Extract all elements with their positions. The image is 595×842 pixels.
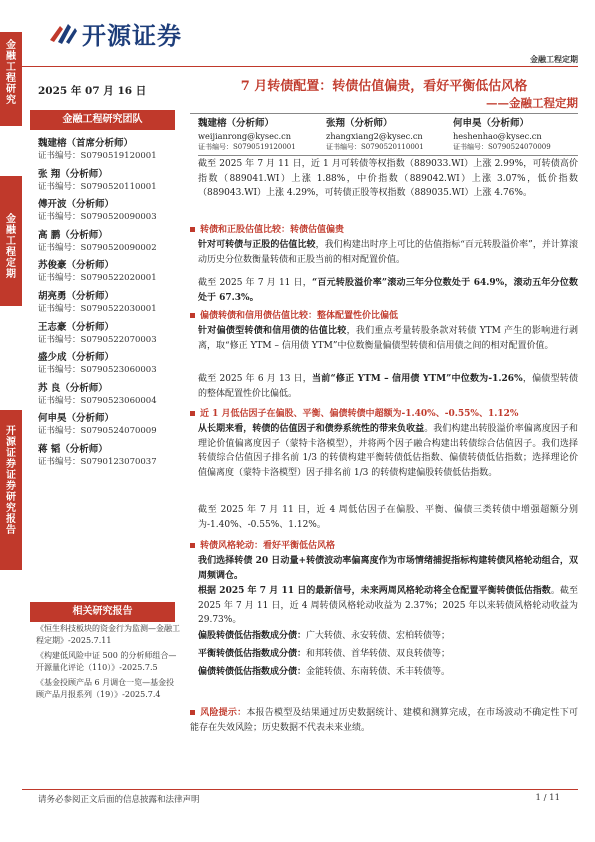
title-rule — [190, 113, 578, 114]
author-card — [326, 118, 424, 153]
bullet-icon — [190, 411, 195, 416]
header-rule — [22, 66, 578, 67]
analyst-entry — [38, 291, 178, 322]
bold-result: “百元转股溢价率”滚动三年分位数处于 64.9%，滚动五年分位数处于 67.3%。 — [198, 278, 578, 303]
author-rule — [198, 155, 578, 156]
section-heading-text: 转债和正股估值比较：转债估值偏贵 — [200, 225, 345, 235]
section-heading — [190, 224, 578, 237]
analyst-name: 魏建榕（首席分析师） — [38, 138, 134, 149]
author-email[interactable]: weijianrong@kysec.cn — [198, 131, 292, 141]
risk-label: 风险提示： — [200, 708, 247, 718]
analyst-cert: 证书编号：S0790520090003 — [38, 212, 157, 223]
paragraph-text: 。截至 2025 年 7 月 11 日，近 4 周转债风格轮动收益为 2.37%；2025 年以来转债风格轮动收益为 29.73%。 — [198, 586, 578, 625]
company-logo — [48, 14, 228, 50]
section3-p1 — [198, 422, 578, 480]
related-report-item[interactable]: 《构建低风险中证 500 的分析师组合—开源量化评论（110）》-2025.7.5 — [36, 651, 177, 672]
analyst-cert: 证书编号：S0790522030001 — [38, 303, 157, 314]
footer-disclaimer[interactable]: 请务必参阅正文后面的信息披露和法律声明 — [38, 795, 200, 805]
analyst-name: 胡亮勇（分析师） — [38, 290, 115, 302]
component-label: 偏债转债低估指数成分债： — [198, 667, 307, 677]
analyst-entry — [38, 444, 178, 475]
logo-mark-icon — [48, 18, 78, 46]
bold-result: 当前“修正 YTM – 信用债 YTM”中位数为-1.26% — [311, 374, 523, 384]
analyst-entry — [38, 169, 178, 200]
header-series-label: 金融工程定期 — [530, 54, 578, 64]
report-subtitle: ——金融工程定期 — [486, 96, 578, 110]
author-cert: 证书编号：S0790524070009 — [453, 143, 551, 151]
section1-p2 — [198, 276, 578, 305]
analyst-entry — [38, 138, 178, 169]
author-email[interactable]: zhangxiang2@kysec.cn — [326, 131, 423, 141]
section3-p2: 截至 2025 年 7 月 11 日，近 4 周低估因子在偏股、平衡、偏债三类转债中增强超额分别为-1.40%、-0.55%、1.12%。 — [198, 505, 578, 530]
analyst-entry — [38, 383, 178, 414]
section2-p1 — [198, 324, 578, 353]
bold-lead: 从长期来看，转债的估值因子和债券系统性的带来负收益 — [198, 424, 425, 434]
analyst-cert: 证书编号：S0790123070037 — [38, 456, 157, 467]
bold-lead: 针对可转债与正股的估值比较 — [198, 240, 316, 250]
analyst-cert: 证书编号：S0790519120001 — [38, 151, 157, 161]
analyst-name: 苏 良（分析师） — [38, 382, 108, 394]
analyst-name: 王志豪（分析师） — [38, 321, 115, 333]
analyst-cert: 证书编号：S0790520110001 — [38, 181, 157, 192]
paragraph-text: ，我们构建出时序上可比的估值指标“百元转股溢价率”，并计算滚动历史分位数衡量转债和正股当前的相对配置价值。 — [198, 240, 578, 265]
analyst-cert: 证书编号：S0790523060004 — [38, 395, 157, 406]
section-heading-text: 近 1 月低估因子在偏股、平衡、偏债转债中超额为-1.40%、-0.55%、1.12% — [200, 409, 519, 419]
analyst-name: 高 鹏（分析师） — [38, 229, 108, 241]
related-report-item[interactable]: 《基金投顾产品 6 月调仓一览—基金投顾产品月报系列（19）》-2025.7.4 — [36, 678, 175, 699]
paragraph-text: 截至 2025 年 7 月 11 日， — [198, 278, 312, 288]
section-heading-text: 偏债转债和信用债估值比较：整体配置性价比偏低 — [200, 311, 399, 321]
report-date: 2025 年 07 月 16 日 — [38, 85, 147, 97]
component-value: 金能转债、东南转债、禾丰转债等。 — [306, 667, 451, 677]
team-box-title: 金融工程研究团队 — [30, 110, 175, 130]
related-box-title: 相关研究报告 — [30, 602, 175, 622]
analyst-name: 何申昊（分析师） — [38, 413, 115, 425]
author-name: 何申昊（分析师） — [453, 118, 530, 129]
section-heading — [190, 310, 578, 323]
bullet-icon — [190, 543, 195, 548]
paragraph-text: ，我们重点考量转股条款对转债 YTM 产生的影响进行剥离，取“修正 YTM – 信用债 YTM”中位数衡量偏债型转债和信用债之间的相对配置价值。 — [198, 326, 578, 351]
section-heading — [190, 540, 578, 553]
section2-p2 — [198, 372, 578, 401]
bold-lead: 针对偏债型转债和信用债的估值比较 — [198, 326, 347, 336]
component-value: 广大转债、永安转债、宏柏转债等； — [306, 631, 451, 641]
component-balance — [198, 647, 578, 662]
author-name: 张翔（分析师） — [326, 118, 393, 129]
section-heading — [190, 408, 578, 421]
related-report-item[interactable]: 《恒生科技板块的资金行为监测—金融工程定期》-2025.7.11 — [36, 624, 180, 645]
section1-p1 — [198, 238, 578, 267]
analyst-name: 张 翔（分析师） — [38, 168, 108, 180]
paragraph-text: ，偏债型转债的整体配置性价比偏低。 — [198, 374, 578, 399]
bullet-icon — [190, 313, 195, 318]
section4-p2 — [198, 584, 578, 628]
analyst-entry — [38, 199, 178, 230]
bold-lead: 我们选择转债 20 日动量+转债波动率偏离度作为市场情绪捕捉指标构建转债风格轮动组合，双周频调仓。 — [198, 556, 578, 581]
related-reports — [36, 623, 182, 704]
author-card — [198, 118, 296, 153]
analyst-entry — [38, 230, 178, 261]
author-card — [453, 118, 551, 153]
logo-text: 开源证券 — [82, 22, 182, 50]
analyst-name: 苏俊豪（分析师） — [38, 260, 115, 272]
paragraph-text: 截至 2025 年 6 月 13 日， — [198, 374, 312, 384]
analyst-cert: 证书编号：S0790524070009 — [38, 426, 157, 437]
component-debt — [198, 665, 578, 680]
strip-top-label: 金融工程研究 — [6, 40, 16, 106]
strip-mid-label: 金融工程定期 — [6, 214, 16, 280]
report-title: 7 月转债配置：转债估值偏贵，看好平衡低估风格 — [240, 79, 528, 94]
author-cert: 证书编号：S0790519120001 — [198, 143, 296, 151]
author-cert: 证书编号：S0790520110001 — [326, 143, 424, 151]
analyst-entry — [38, 352, 178, 383]
section-heading-text: 转债风格轮动：看好平衡低估风格 — [200, 541, 336, 551]
component-equity — [198, 629, 578, 644]
analyst-name: 蒋 韬（分析师） — [38, 443, 108, 455]
bold-lead: 根据 2025 年 7 月 11 日的最新信号，未来两周风格轮动将全仓配置平衡转债低估指数 — [198, 586, 551, 596]
bullet-icon — [190, 227, 195, 232]
bullet-icon — [190, 710, 195, 715]
component-label: 偏股转债低估指数成分债： — [198, 631, 307, 641]
analyst-cert: 证书编号：S0790523060003 — [38, 365, 157, 376]
analyst-list — [38, 138, 178, 475]
page-number: 1 / 11 — [535, 793, 560, 803]
component-value: 和邦转债、首华转债、双良转债等； — [306, 649, 451, 659]
footer-rule — [22, 789, 578, 790]
analyst-cert: 证书编号：S0790520090002 — [38, 242, 157, 253]
intro-paragraph: 截至 2025 年 7 月 11 日，近 1 月可转债等权指数（889033.WI）上涨 2.99%，可转债高价指数（889041.WI）上涨 1.88%，中价指数（889042.WI）上涨 3.07%，低价指数（889043.WI）上涨 4.29%，可转债正股等权指数（889035.WI）上涨 4.76%。 — [198, 159, 578, 198]
analyst-cert: 证书编号：S0790522020001 — [38, 273, 157, 284]
paragraph-text: 。我们构建出转股溢价率偏离度因子和理论价值偏离度因子（蒙特卡洛模型），并将两个因子融合构建出转债综合估值因子。我们选择转债综合估值因子排名前 1/3 的转债构建平衡转债低估指数、偏债转债低估指数；选择理论价值偏离度（蒙特卡洛模型）因子排名前 1/3 的转债构建偏股转债低估指数。 — [198, 424, 578, 478]
analyst-entry — [38, 413, 178, 444]
strip-bottom-label: 开源证券 证券研究报告 — [6, 426, 16, 536]
analyst-entry — [38, 322, 178, 353]
component-label: 平衡转债低估指数成分债： — [198, 649, 307, 659]
risk-warning — [190, 706, 578, 735]
section4-p1 — [198, 554, 578, 583]
risk-text: 本报告模型及结果通过历史数据统计、建模和测算完成，在市场波动不确定性下可能存在失效风险；历史数据不代表未来业绩。 — [190, 708, 578, 733]
analyst-entry — [38, 260, 178, 291]
author-name: 魏建榕（分析师） — [198, 118, 275, 129]
author-email[interactable]: heshenhao@kysec.cn — [453, 131, 542, 141]
analyst-name: 盛少成（分析师） — [38, 352, 115, 364]
analyst-cert: 证书编号：S0790522070003 — [38, 334, 157, 345]
analyst-name: 傅开波（分析师） — [38, 199, 115, 211]
